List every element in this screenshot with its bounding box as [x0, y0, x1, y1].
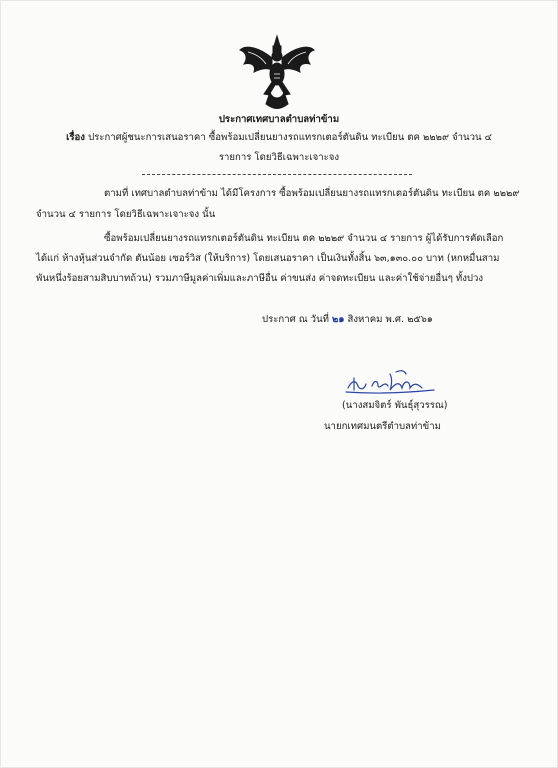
announce-date	[262, 314, 433, 326]
subject-text-1: ประกาศผู้ชนะการเสนอราคา ซื้อพร้อมเปลี่ยนยางรถแทรกเตอร์ตันดิน ทะเบียน ตค ๒๒๒๙ จำนวน ๔	[88, 132, 492, 143]
announce-month-year: สิงหาคม พ.ศ. ๒๕๖๑	[347, 314, 433, 325]
announcement-title: ประกาศเทศบาลตำบลท่าข้าม	[218, 114, 340, 125]
announce-day: ๒๑	[332, 314, 345, 325]
paragraph-2-line-1: ซื้อพร้อมเปลี่ยนยางรถแทรกเตอร์ตันดิน ทะเบียน ตค ๒๒๒๙ จำนวน ๔ รายการ ผู้ได้รับการคัดเลือก	[104, 233, 504, 244]
garuda-emblem-icon	[236, 34, 318, 114]
header-divider	[142, 174, 412, 175]
paragraph-1-line-2: จำนวน ๔ รายการ โดยวิธีเฉพาะเจาะจง นั้น	[36, 209, 216, 220]
subject-line-2: รายการ โดยวิธีเฉพาะเจาะจง	[218, 152, 340, 163]
signer-name: (นางสมจิตร์ พันธุ์สุวรรณ)	[342, 400, 448, 411]
signer-position: นายกเทศมนตรีตำบลท่าข้าม	[324, 421, 441, 432]
subject-line-1	[0, 132, 558, 144]
paragraph-2-line-2: ได้แก่ ห้างหุ้นส่วนจำกัด ตันน้อย เซอร์วิส (ให้บริการ) โดยเสนอราคา เป็นเงินทั้งสิ้น ๖๓,๑๓๐.๐๐ บาท (หกหมื่นสาม	[36, 253, 500, 264]
paragraph-2-line-3: พันหนึ่งร้อยสามสิบบาทถ้วน) รวมภาษีมูลค่าเพิ่มและภาษีอื่น ค่าขนส่ง ค่าจดทะเบียน และค่าใช้จ่ายอื่นๆ ทั้งปวง	[36, 273, 484, 284]
subject-label: เรื่อง	[66, 132, 85, 143]
handwritten-signature	[344, 368, 440, 396]
paragraph-1-line-1: ตามที่ เทศบาลตำบลท่าข้าม ได้มีโครงการ ซื้อพร้อมเปลี่ยนยางรถแทรกเตอร์ตันดิน ทะเบียน ตค ๒๒๒๙	[104, 188, 520, 199]
announce-prefix: ประกาศ ณ วันที่	[262, 314, 329, 325]
